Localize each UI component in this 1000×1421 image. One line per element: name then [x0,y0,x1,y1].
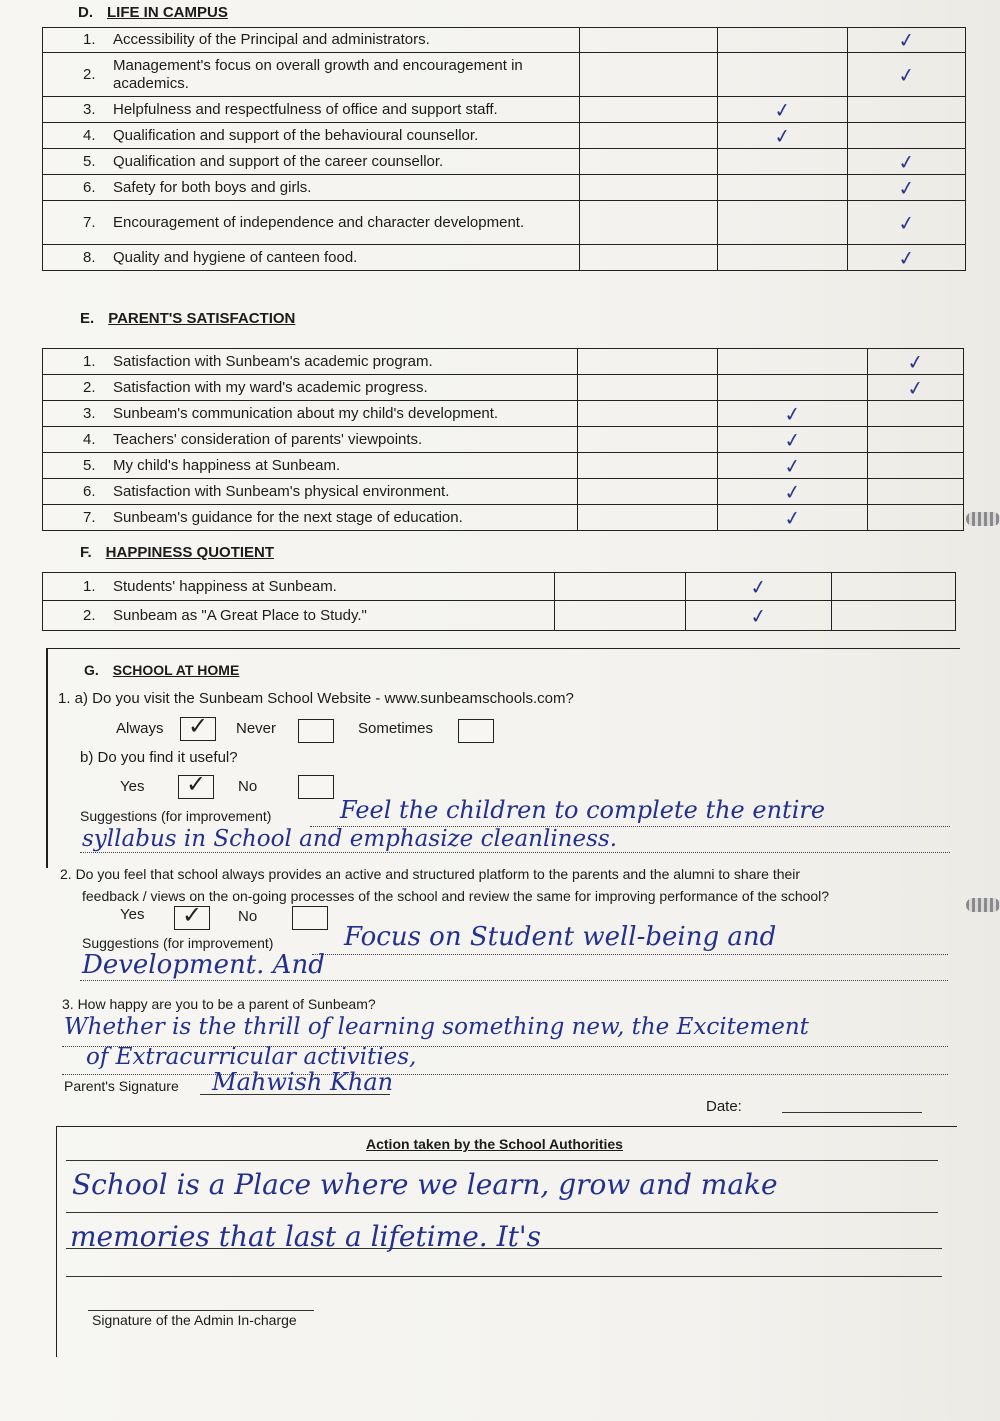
question-1a: 1. a) Do you visit the Sunbeam School Website - www.sunbeamschools.com? [58,690,574,707]
rating-cell[interactable] [848,201,966,245]
action-text-line-2: memories that last a lifetime. It's [70,1220,541,1253]
question-number: 3. [83,100,96,118]
sometimes-checkbox[interactable] [458,719,494,743]
rating-question [43,601,555,631]
rating-cell[interactable] [718,175,848,201]
rating-cell[interactable] [578,479,718,505]
question-text: Safety for both boys and girls. [113,178,312,196]
tick-mark-icon: ✓ [748,602,769,629]
happiness-quotient-table [42,572,956,631]
question-text: Qualification and support of the career counsellor. [113,152,444,170]
tick-mark-icon: ✓ [896,26,917,54]
tick-mark-icon: ✓ [772,96,793,123]
check-icon: ✓ [185,770,207,798]
rating-cell[interactable] [580,149,718,175]
question-text: Sunbeam's guidance for the next stage of education. [113,508,463,526]
question-number: 6. [83,482,96,500]
tick-mark-icon: ✓ [782,400,803,427]
question-text: Satisfaction with Sunbeam's physical environment. [113,482,450,500]
rating-question [43,245,580,271]
action-line-0 [66,1160,938,1161]
question-number: 4. [83,126,96,144]
tick-mark-icon: ✓ [782,504,803,531]
section-e-title: E. PARENT'S SATISFACTION [80,310,296,327]
rating-question [43,427,578,453]
rating-cell[interactable] [580,123,718,149]
rating-cell[interactable] [578,375,718,401]
question-number: 5. [83,152,96,170]
parent-signature: Mahwish Khan [212,1068,394,1096]
question-number: 1. [83,577,96,595]
rating-question [43,97,580,123]
question-number: 1. [83,31,96,48]
suggestion-2-text-line-2: Development. And [82,950,325,980]
question-number: 7. [83,508,96,526]
admin-signature-label: Signature of the Admin In-charge [92,1312,297,1328]
rating-row [43,149,966,175]
section-g-top-rule [46,648,960,649]
rating-question [43,28,580,53]
section-g-title: G. SCHOOL AT HOME [84,662,240,678]
rating-cell[interactable] [580,201,718,245]
question-number: 7. [83,213,96,231]
rating-cell[interactable] [868,453,964,479]
tick-mark-icon: ✓ [896,244,917,271]
action-line-1 [66,1212,938,1213]
rating-question [43,479,578,505]
rating-question [43,505,578,531]
question-text: Teachers' consideration of parents' viewpoints. [113,430,423,448]
rating-question [43,453,578,479]
suggestions-1-line-2 [80,852,950,853]
question-text: Students' happiness at Sunbeam. [113,577,337,595]
suggestions-2-label: Suggestions (for improvement) [82,935,274,951]
rating-cell[interactable] [718,245,848,271]
tick-mark-icon: ✓ [782,478,803,505]
binder-ring-icon [966,512,1000,526]
question-text: Accessibility of the Principal and administrators. [113,31,430,48]
answer-3-text-line-1: Whether is the thrill of learning something new, the Excitement [64,1014,809,1040]
rating-cell[interactable] [578,349,718,375]
question-text: Sunbeam as "A Great Place to Study." [113,606,367,624]
question-number: 3. [83,404,96,422]
q1b-yes-label: Yes [120,778,145,795]
rating-cell[interactable] [580,175,718,201]
question-number: 4. [83,430,96,448]
rating-cell[interactable] [578,401,718,427]
rating-cell[interactable] [868,505,964,531]
q1b-no-checkbox[interactable] [298,775,334,799]
action-line-3 [66,1276,942,1277]
rating-cell[interactable] [868,479,964,505]
question-text: Helpfulness and respectfulness of office and support staff. [113,100,498,118]
rating-cell[interactable] [848,53,966,97]
rating-cell[interactable] [868,427,964,453]
rating-cell[interactable] [554,573,686,601]
rating-row [43,201,966,245]
question-text: Satisfaction with my ward's academic progress. [113,378,428,396]
rating-cell[interactable] [718,53,848,97]
rating-question [43,573,555,601]
never-label: Never [236,720,277,737]
rating-cell[interactable] [718,201,848,245]
rating-cell[interactable] [578,453,718,479]
tick-mark-icon: ✓ [905,348,926,375]
tick-mark-icon: ✓ [782,426,803,453]
life-in-campus-table [42,27,966,271]
answer-3-text-line-2: of Extracurricular activities, [86,1044,417,1070]
rating-row [43,53,966,97]
question-2-line-1: 2. Do you feel that school always provides an active and structured platform to the parents and the alumni to share their [60,866,801,882]
q1b-no-label: No [238,778,258,795]
tick-mark-icon: ✓ [782,452,803,479]
suggestion-1-text-line-2: syllabus in School and emphasize cleanliness. [82,826,618,852]
rating-cell[interactable] [578,505,718,531]
question-text: My child's happiness at Sunbeam. [113,456,341,474]
question-number: 1. [83,352,96,370]
rating-cell[interactable] [718,349,868,375]
tick-mark-icon: ✓ [896,209,917,236]
rating-cell[interactable] [848,28,966,53]
q2-no-label: No [238,908,258,925]
section-d-title: D. LIFE IN CAMPUS [78,4,228,21]
question-number: 2. [83,65,96,83]
rating-question [43,53,580,97]
question-number: 8. [83,248,96,266]
rating-row [43,349,964,375]
rating-question [43,123,580,149]
tick-mark-icon: ✓ [905,374,926,401]
rating-cell[interactable] [580,53,718,97]
rating-row [43,123,966,149]
rating-row [43,245,966,271]
parent-signature-label: Parent's Signature [64,1078,179,1094]
q2-yes-checkbox[interactable] [174,901,210,930]
q1b-yes-checkbox[interactable] [178,770,214,799]
question-text: Quality and hygiene of canteen food. [113,248,358,266]
question-text: Satisfaction with Sunbeam's academic program. [113,352,433,370]
rating-question [43,349,578,375]
question-number: 2. [83,606,96,624]
rating-cell[interactable] [832,573,956,601]
action-text-line-1: School is a Place where we learn, grow and make [72,1168,778,1201]
tick-mark-icon: ✓ [748,573,769,600]
parents-satisfaction-table [42,348,964,531]
rating-cell[interactable] [554,601,686,631]
rating-question [43,401,578,427]
section-f-title: F. HAPPINESS QUOTIENT [80,544,275,561]
q2-yes-label: Yes [120,906,145,923]
question-text: Qualification and support of the behavioural counsellor. [113,126,479,144]
q2-no-checkbox[interactable] [292,906,328,930]
binder-ring-icon [966,898,1000,912]
rating-cell[interactable] [580,97,718,123]
suggestions-2-line-2 [80,980,948,981]
sometimes-label: Sometimes [358,720,434,737]
date-line[interactable] [782,1112,922,1113]
rating-question [43,201,580,245]
tick-mark-icon: ✓ [896,148,917,175]
tick-mark-icon: ✓ [772,122,793,149]
question-number: 2. [83,378,96,396]
rating-question [43,149,580,175]
answer-3-line-2 [62,1074,948,1075]
tick-mark-icon: ✓ [896,61,917,88]
rating-cell[interactable] [578,427,718,453]
rating-row [43,28,966,53]
rating-cell[interactable] [848,245,966,271]
rating-question [43,175,580,201]
check-icon: ✓ [187,712,209,740]
question-number: 6. [83,178,96,196]
rating-cell[interactable] [580,245,718,271]
suggestion-1-text-line-1: Feel the children to complete the entire [340,796,826,824]
always-label: Always [116,720,164,737]
question-text: Encouragement of independence and character development. [113,213,525,231]
always-checkbox[interactable] [180,712,216,741]
action-title: Action taken by the School Authorities [366,1136,623,1152]
suggestions-1-label: Suggestions (for improvement) [80,808,272,824]
rating-row [43,601,956,631]
section-g-left-rule [46,648,48,868]
rating-cell[interactable] [832,601,956,631]
rating-row [43,505,964,531]
question-1b: b) Do you find it useful? [80,749,238,766]
question-text: Management's focus on overall growth and encouragement in academics. [113,56,523,92]
suggestions-2-line-1 [312,954,948,955]
never-checkbox[interactable] [298,719,334,743]
suggestion-2-text-line-1: Focus on Student well-being and [344,922,777,952]
tick-mark-icon: ✓ [896,174,917,201]
rating-cell[interactable] [580,28,718,53]
check-icon: ✓ [181,901,203,929]
rating-cell[interactable] [718,28,848,53]
rating-question [43,375,578,401]
rating-cell[interactable] [848,97,966,123]
admin-signature-line [88,1310,314,1311]
rating-row [43,175,966,201]
question-3: 3. How happy are you to be a parent of Sunbeam? [62,996,376,1012]
question-2-line-2: feedback / views on the on-going processes of the school and review the same for improving performance of the school? [82,888,830,904]
question-number: 5. [83,456,96,474]
question-text: Sunbeam's communication about my child's development. [113,404,499,422]
date-label: Date: [706,1098,742,1115]
